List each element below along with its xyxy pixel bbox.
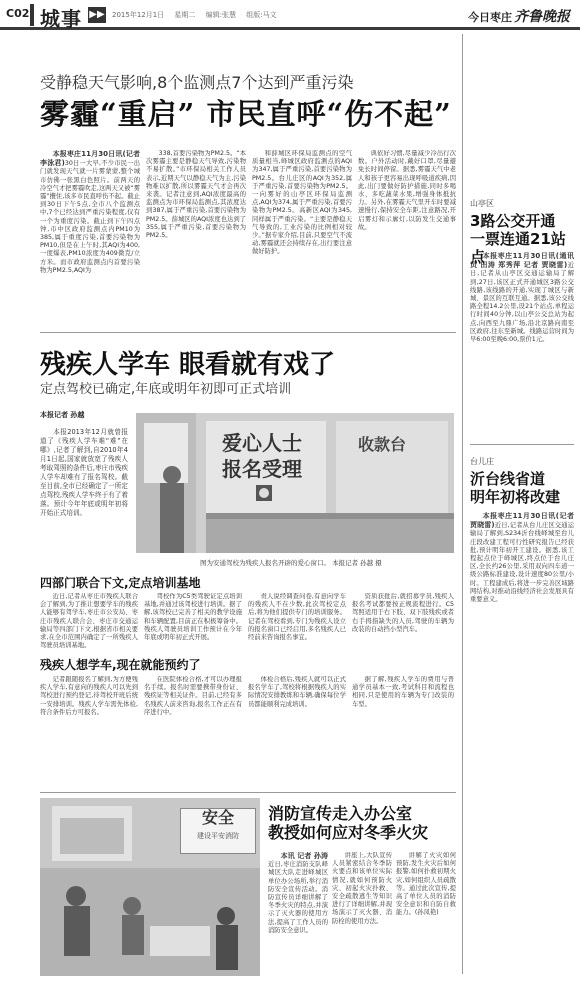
sidebar-2-title: 沂台线省道 明年初将改建 — [470, 470, 561, 506]
disabled-intro — [40, 428, 128, 568]
masthead-title: 齐鲁晚报 — [514, 9, 570, 25]
fire-col-1 — [268, 852, 328, 972]
sidebar-divider — [462, 34, 463, 974]
fire-col2-text: 讲座上,大队宣传人员紧密结合冬季防火要点和该单位实际情况,就如何预防火灾、初起火灾扑救、安全疏散逃生等知识进行了详细讲解,并现场演示了灭火器、消防栓的使用方法。 — [332, 852, 392, 925]
sidebar-1-title: 3路公交开通 一票连通21站点 — [470, 212, 566, 266]
page-number: C02 — [6, 7, 30, 20]
sidebar-divider-rule — [470, 444, 574, 445]
disabled-byline: 本报记者 孙越 — [40, 411, 85, 419]
disabled-subheadline: 定点驾校已确定,年底或明年初即可正式培训 — [40, 382, 292, 397]
issue-date: 2015年12月1日 — [112, 11, 165, 19]
s1-col2-text: 驾校作为C5类驾驶证定点培训基地,并通过该驾校进行培训。据了解,该驾校已完善了相关的教学设施和车辆配置,目前正在积极筹备中。残疾人驾驶员培训工作预计在今年年底或明年初正式开展。 — [144, 593, 242, 642]
lead-kicker: 受静稳天气影响,8个监测点7个达到严重污染 — [40, 73, 354, 92]
lead-col4-text: 典依好习惯,尽量减少冷出行次数。户外活动时,戴好口罩,尽量避免长时间停留。据悉,雾霾天气中老人和孩子更容易出现呼吸道疾病,因此,出门要做好防护措施,同时多喝水、多吃蔬菜水果,增强身体抵抗力。另外,在雾霾天气里开车时要减速慢行,保持安全车距,注意路况,开启雾灯和示廓灯,以防发生交通事故。 — [358, 150, 456, 231]
fire-col3-text: 讲解了火灾如何预防,发生火灾后如何报警,如何扑救初期火灾,如何组织人员疏散等。通过此次宣传,提高了单位人员的消防安全意识和自防自救能力。(孙凤艳) — [396, 852, 456, 917]
lead-column-2 — [146, 150, 246, 325]
lead-byline: 本报枣庄11月30日讯(记者 李泳君) — [40, 150, 140, 168]
photo-sign-registration: 报名受理 — [222, 457, 302, 481]
fire-banner-title: 安全 — [201, 808, 234, 827]
fire-col1-text: 近日,枣庄消防支队峄城区大队走进峄城区单位办公场所,举行消防安全宣传活动。消防宣传员详细讲解了冬季火灾的特点,并演示了灭火器的使用方法,提高了工作人员的消防安全意识。 — [268, 861, 328, 934]
s2-col1-text: 记者跟随报名了解到,为方便残疾人学车,有意向的残疾人可以先到驾校进行预约登记,待驾校开班后统一安排培训。残疾人学车需先体检,符合条件后方可报名。 — [40, 676, 138, 716]
s1-col1-text: 近日,记者从枣庄市残疾人联合会了解到,为了推让想要学车的残疾人能够有驾学车,枣庄市公安局、枣庄市残疾人联合会、枣庄市交通运输局等四部门下文,根据省市相关要求,在全市范围内确定了一所残疾人驾驶员培训基地。 — [40, 593, 138, 650]
fire-byline: 本讯 记者 孙涛 — [280, 852, 328, 860]
sidebar-1-body — [470, 252, 574, 437]
lead-col2-text: 338,首要污染物为PM2.5。“本次雾霾主要是静稳天气导致,污染物不易扩散。”市环保局相关工作人员表示,近期天气以静稳天气为主,污染物难以扩散,所以雾霾天气才会再次来袭。记者注意到,AQI浓度最高的监测点为市环保局监测点,其浓度达到387,属于严重污染,首要污染物为PM2.5。薛城区的AQI浓度也达到了355,属于严重污染,首要污染物为PM2.5。 — [146, 150, 246, 240]
fire-banner — [180, 808, 256, 854]
section-name: 城事 — [40, 7, 82, 31]
lead-column-3 — [252, 150, 352, 325]
fire-headline: 消防宣传走入办公室 教授如何应对冬季火灾 — [268, 804, 429, 842]
photo-sign-cashier: 收款台 — [358, 435, 407, 454]
disabled-photo — [136, 413, 454, 553]
disabled-section-1: 四部门联合下文,定点培训基地 — [40, 576, 201, 590]
disabled-section-2: 残疾人想学车,现在就能预约了 — [40, 658, 201, 672]
s1-col3-text: 责人说经调查问卷,有意向学车的残疾人不在少数,此次驾校定点后,将为他们提供专门的培训服务。记者在驾校看到,专门为残疾人设立的报名窗口已经启用,多名残疾人已经前来咨询报名事宜。 — [248, 593, 346, 642]
s2-col4-text: 据了解,残疾人学车的费用与普通学员基本一致,考试科目和流程也相同,只是使用的车辆为专门改装的车型。 — [352, 676, 454, 708]
masthead-prefix: 今日枣庄 — [468, 11, 512, 24]
masthead — [468, 6, 570, 26]
fire-photo — [40, 798, 260, 976]
header-bar — [30, 4, 34, 26]
s1-col-1 — [40, 593, 138, 653]
sidebar-2-byline: 本报枣庄11月30日讯(记者 贾晓雷) — [470, 512, 574, 530]
lead-column-4 — [358, 150, 456, 325]
issue-weekday: 星期二 — [174, 11, 196, 19]
disabled-headline: 残疾人学车 眼看就有戏了 — [40, 350, 336, 380]
s2-col-2 — [144, 676, 242, 786]
s1-col4-text: 资质获批后,就招募学员,残疾人报名考试都要按正规流程进行。C5驾照适用于右下肢、双下肢残疾或者右手拇指缺失的人员,驾驶的车辆为改装的自动挡小型汽车。 — [352, 593, 454, 633]
photo-sign-volunteer: 爱心人士 — [222, 431, 302, 455]
disabled-intro-text: 本报2013年12月就曾报道了《残疾人学车难“难”在哪》,记者了解到,自2010年4月1日起,国家就放宽了残疾人考取驾照的条件后,枣庄市残疾人学车却难有了报名驾校。截至目前,全市已经确定了一所定点驾校,残疾人学车终于有了着落。预计今年年底或明年初将开始正式培训。 — [40, 428, 128, 517]
sidebar-2-body — [470, 512, 574, 972]
s1-col-4 — [352, 593, 454, 653]
issue-meta — [112, 10, 285, 20]
lead-headline: 雾霾“重启” 市民直呼“伤不起” — [40, 97, 452, 131]
sidebar-1-text: 近日,记者从山亭区交通运输局了解到,27日,该区正式开通城区3路公交线路,该线路的开通,实现了城区与新城、景区的互联互通。据悉,该公交线路全程14.2公里,设21个站点,单程运行时间40分钟,以山亭公交总站为起点,向西至九鼎广场,沿北京路向南至区政府,往东至新城。线路运营时间为早6:00至晚6:00,票价1元。 — [470, 262, 574, 344]
fire-banner-subtitle: 建设平安消防 — [197, 832, 239, 840]
editor: 编辑:张慧 — [205, 11, 237, 19]
s2-col-1 — [40, 676, 138, 786]
lead-bottom-rule — [40, 332, 456, 333]
s2-col-4 — [352, 676, 454, 786]
s2-col3-text: 体检合格后,残疾人就可以正式报名学车了,驾校将根据残疾人的实际情况安排教练和车辆,确保每位学员都能顺利完成培训。 — [248, 676, 346, 708]
photo-caption: 图为安通驾校为残疾人报名开辟的爱心窗口。 本报记者 孙越 摄 — [200, 559, 382, 567]
chevron-right-icon: ▶▶ — [88, 7, 106, 23]
s2-col2-text: 在医院体检合格,才可以办理报名手续。报名时需要携带身份证、残疾证等相关证件。目前,已经有多名残疾人前来咨询,报名工作正在有序进行中。 — [144, 676, 242, 716]
page-header — [0, 0, 580, 30]
designer: 组版:马文 — [246, 11, 277, 19]
s2-col-3 — [248, 676, 346, 786]
sidebar-2-text: 近日,记者从台儿庄区交通运输局了解到,S234沂台线峄城至台儿庄段改建工程可行性研究报告已经获批,预计明年初开工建设。据悉,该工程起点位于峄城区,终点位于台儿庄区,全长约26公里,采用双向四车道一级公路标准建设,设计速度80公里/小时。工程建成后,将进一步完善区域路网结构,对推动沿线经济社会发展具有重要意义。 — [470, 522, 574, 604]
s1-col-3 — [248, 593, 346, 653]
sidebar-1-byline: 本报枣庄11月30日讯(通讯员 田涛 郑秀萍 记者 贾晓雷) — [470, 252, 574, 270]
sidebar-2-tag: 台儿庄 — [470, 457, 494, 466]
disabled-bottom-rule — [40, 792, 456, 793]
lead-col3-text: 和薛城区环保局监测点的空气质量相当,峄城区政府监测点的AQI为347,属于严重污染,首要污染物为PM2.5。台儿庄区的AQI为352,属于严重污染,首要污染物为PM2.5。一向雾好的山亭区环保局监测点,AQI为374,属于严重污染,首要污染物为PM2.5。高新区AQI为345,同样属于严重污染。“主要是静稳天气导致的,工业污染的比例相对较少。”据专家介绍,目前,只要空气不流动,雾霾就还会持续存在,出行要注意做好防护。 — [252, 150, 352, 256]
lead-col1-text: 30日一大早,不少市民一出门就发现天气就一片雾蒙蒙,整个城市仿佛一张黑白色照片。前两天的冷空气才把雾霾吹走,这两天又被“雾霾”攪住,该多市民直呼伤不起。截止到30日下午5点,全市八个监测点中,7个已经达到严重污染程度,仅有一个为重度污染。截止到下午四点钟,市中区政府监测点内PM10为385,属于重度污染,首要污染物为PM10,但是在上午时,其AQI为400,一度爆表,PM10浓度为409微克/立方米。而市政府监测点内首要污染物为PM2.5,AQI为 — [40, 160, 140, 274]
fire-col-2 — [332, 852, 392, 972]
s1-col-2 — [144, 593, 242, 653]
lead-column-1 — [40, 150, 140, 325]
sidebar-1-tag: 山亭区 — [470, 199, 494, 208]
fire-col-3 — [396, 852, 456, 972]
